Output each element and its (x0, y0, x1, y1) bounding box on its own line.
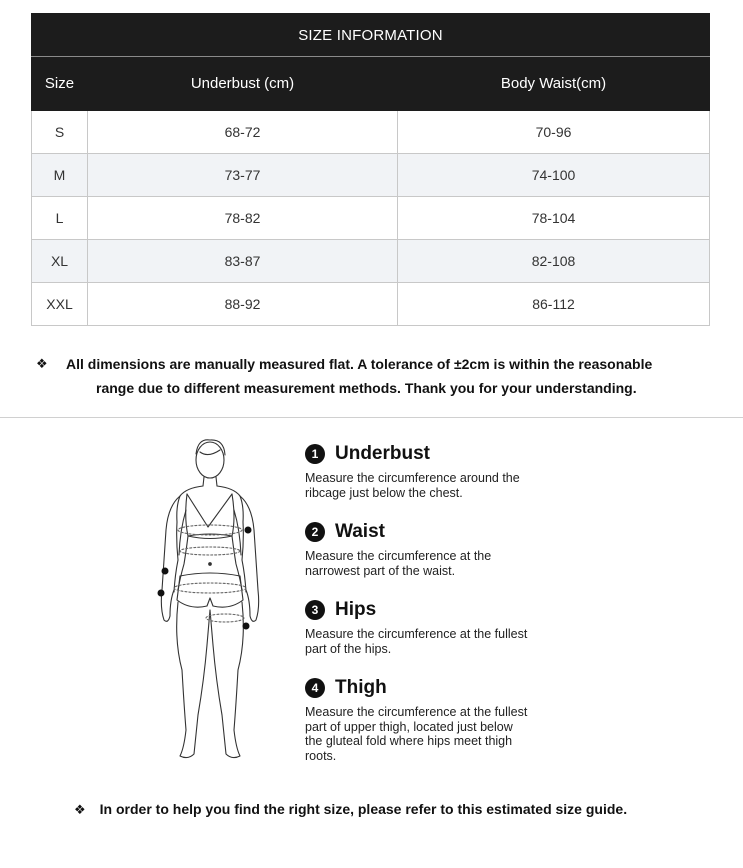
measure-description: Measure the circumference at the narrowest part of the waist. (305, 549, 492, 578)
cell-underbust: 88-92 (88, 283, 398, 326)
measure-title: Underbust (335, 443, 430, 464)
cell-waist: 74-100 (398, 154, 710, 197)
footer-text: In order to help you find the right size, please refer to this estimated size guide. (99, 801, 628, 817)
size-guide-note (74, 801, 627, 818)
measure-title: Waist (335, 521, 385, 542)
cell-underbust: 83-87 (88, 240, 398, 283)
cell-size: XXL (32, 283, 88, 326)
body-figure-illustration (150, 430, 280, 775)
note-line-1: All dimensions are manually measured flat. A tolerance of ±2cm is within the reasonable (66, 356, 653, 372)
cell-underbust: 78-82 (88, 197, 398, 240)
cell-size: S (32, 111, 88, 154)
measure-waist (305, 520, 565, 578)
table-row (32, 240, 710, 283)
section-divider (0, 417, 743, 418)
cell-waist: 86-112 (398, 283, 710, 326)
table-title: SIZE INFORMATION (32, 14, 710, 57)
marker-1-icon (245, 527, 252, 534)
measure-underbust (305, 442, 565, 500)
cell-size: XL (32, 240, 88, 283)
measure-description: Measure the circumference at the fullest part of upper thigh, located just below the gluteal fold where hips meet thigh roots. (305, 705, 528, 763)
table-row (32, 111, 710, 154)
measure-title: Hips (335, 599, 377, 620)
marker-4-icon (243, 623, 250, 630)
size-table (31, 13, 710, 326)
number-4-icon: 4 (305, 678, 325, 698)
measure-thigh (305, 676, 565, 763)
table-row (32, 283, 710, 326)
marker-2-icon (162, 568, 169, 575)
cell-size: M (32, 154, 88, 197)
cell-underbust: 68-72 (88, 111, 398, 154)
diamond-bullet-icon: ❖ (74, 802, 86, 817)
diamond-bullet-icon: ❖ (36, 356, 48, 371)
note-line-2: range due to different measurement methods. Thank you for your understanding. (96, 380, 637, 396)
cell-waist: 78-104 (398, 197, 710, 240)
table-row (32, 154, 710, 197)
number-1-icon: 1 (305, 444, 325, 464)
cell-waist: 82-108 (398, 240, 710, 283)
table-row (32, 197, 710, 240)
measure-title: Thigh (335, 677, 387, 698)
marker-3-icon (158, 590, 165, 597)
measure-description: Measure the circumference around the ribcage just below the chest. (305, 471, 520, 500)
header-body-waist: Body Waist(cm) (398, 57, 710, 111)
header-size: Size (32, 57, 88, 111)
number-2-icon: 2 (305, 522, 325, 542)
cell-waist: 70-96 (398, 111, 710, 154)
cell-underbust: 73-77 (88, 154, 398, 197)
number-3-icon: 3 (305, 600, 325, 620)
header-underbust: Underbust (cm) (88, 57, 398, 111)
measure-hips (305, 598, 565, 656)
cell-size: L (32, 197, 88, 240)
figure-head (196, 442, 224, 478)
measure-description: Measure the circumference at the fullest part of the hips. (305, 627, 528, 656)
